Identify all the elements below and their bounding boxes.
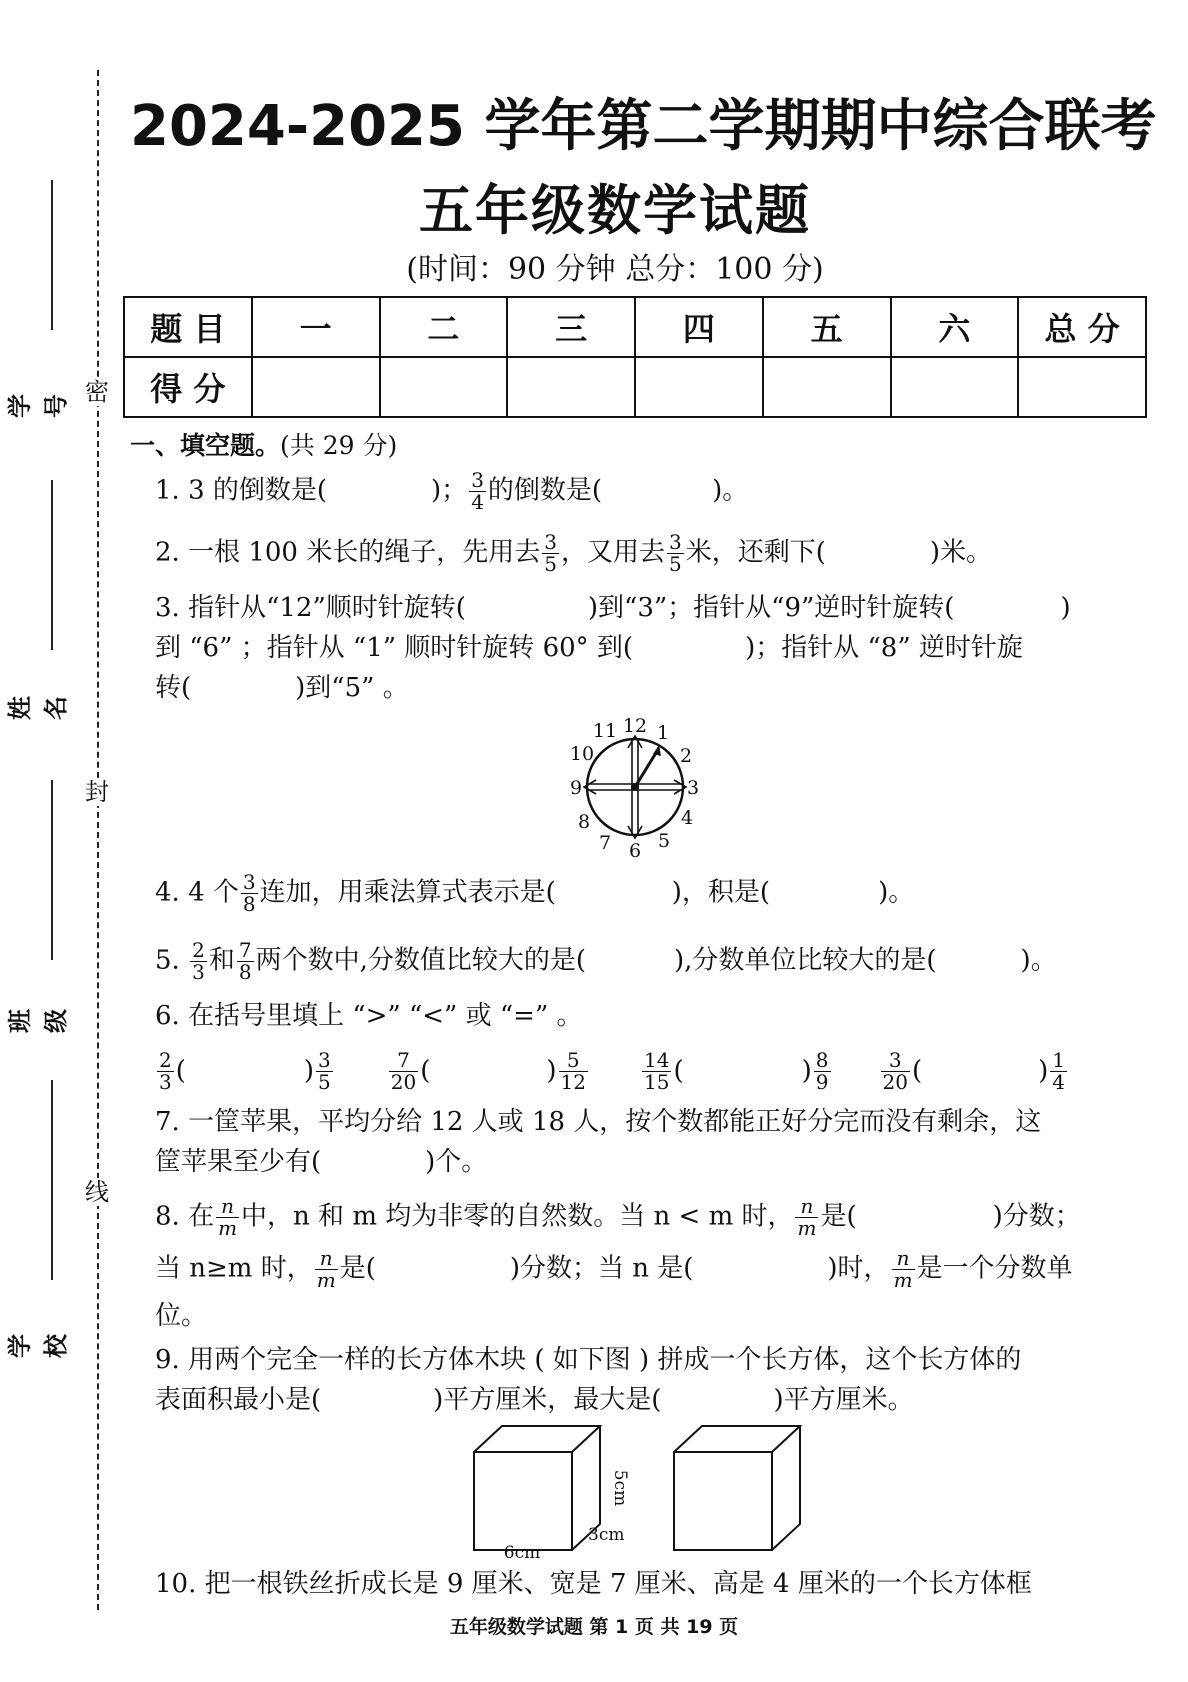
question-6: 6. 在括号里填上 “>” “<” 或 “=” 。 <box>155 1001 583 1031</box>
clock-number: 11 <box>592 720 618 742</box>
clock-center <box>631 783 639 791</box>
question-2: 2. 一根 100 米长的绳子，先用去 $\frac{3}{5}$ ，又用去 $\frac{3}{5}$ 米，还剩下( )米。 <box>155 530 993 576</box>
score-table-score-row <box>124 357 1146 417</box>
score-header-cell: 二 <box>380 297 508 357</box>
comparison-pair: $\frac{14}{15}$ ( ) $\frac{8}{9}$ <box>644 1048 829 1094</box>
section-heading <box>130 426 397 462</box>
clock-number: 3 <box>686 777 700 799</box>
student-id-label: 学号 <box>5 394 70 418</box>
question-1: 1. 3 的倒数是( )； $\frac{3}{4}$ 的倒数是( )。 <box>155 468 749 514</box>
clock-number: 9 <box>569 777 583 799</box>
clock-number: 7 <box>598 832 612 854</box>
clock-number: 6 <box>628 840 642 862</box>
fraction: $\frac{2}{3}$ <box>192 938 205 984</box>
exam-info: (时间：90 分钟 总分：100 分) <box>406 252 824 287</box>
seal-char-feng: 封 <box>85 778 109 806</box>
fraction: $\frac{3}{5}$ <box>544 530 557 576</box>
question-4: 4. 4 个 $\frac{3}{8}$ 连加，用乘法算式表示是( )，积是( )。 <box>155 870 915 916</box>
cuboid-left <box>474 1426 600 1550</box>
question-6-comparisons <box>155 1050 1069 1093</box>
exam-title: 2024-2025 学年第二学期期中综合联考 <box>130 94 1157 159</box>
comparison-pair: $\frac{3}{20}$ ( ) $\frac{1}{4}$ <box>882 1048 1065 1094</box>
question-7-line-2: 筐苹果至少有( )个。 <box>155 1147 488 1177</box>
question-9-line-2: 表面积最小是( )平方厘米，最大是( )平方厘米。 <box>155 1385 914 1415</box>
school-label: 学校 <box>5 1334 70 1358</box>
score-input-cell[interactable] <box>380 357 508 417</box>
exam-subtitle: 五年级数学试题 <box>419 179 811 242</box>
question-8-line-3: 位。 <box>155 1301 208 1331</box>
fraction: $\frac{3}{4}$ <box>471 468 484 514</box>
clock-number: 4 <box>680 807 694 829</box>
clock-number: 5 <box>657 830 671 852</box>
score-input-cell[interactable] <box>891 357 1019 417</box>
fraction: $\frac{3}{5}$ <box>668 530 682 576</box>
clock-number: 2 <box>679 745 693 767</box>
seal-char-mi: 密 <box>85 378 109 406</box>
question-3-line-1: 3. 指针从“12”顺时针旋转( )到“3”；指针从“9”逆时针旋转( ) <box>155 593 1071 623</box>
score-table-header-row <box>124 297 1146 357</box>
name-line <box>51 480 53 650</box>
section-points: (共 29 分) <box>280 431 398 460</box>
score-row-label: 得 分 <box>124 357 252 417</box>
score-input-cell[interactable] <box>252 357 380 417</box>
clock-diagram <box>560 712 710 862</box>
question-8-line-2: 当 n≥m 时， $\frac{n}{m}$ 是( )分数；当 n 是( )时， $\frac{n}{m}$ 是一个分数单 <box>155 1246 1073 1292</box>
clock-number: 1 <box>656 722 670 744</box>
score-header-cell: 题 目 <box>124 297 252 357</box>
score-header-cell: 四 <box>635 297 763 357</box>
height-label: 5cm <box>610 1469 630 1507</box>
question-9-line-1: 9. 用两个完全一样的长方体木块 ( 如下图 ) 拼成一个长方体，这个长方体的 <box>155 1345 1022 1375</box>
name-label: 姓名 <box>5 696 70 720</box>
binding-dashed-line <box>97 70 99 1610</box>
student-id-line <box>51 180 53 330</box>
seal-char-xian: 线 <box>85 1178 109 1206</box>
score-input-cell[interactable] <box>635 357 763 417</box>
question-3-line-2: 到 “6” ；指针从 “1” 顺时针旋转 60° 到( )；指针从 “8” 逆时针旋 <box>155 633 1023 663</box>
depth-label: 3cm <box>588 1525 625 1545</box>
score-header-cell: 一 <box>252 297 380 357</box>
score-input-cell[interactable] <box>763 357 891 417</box>
class-label: 班级 <box>5 1009 70 1033</box>
question-3-line-3: 转( )到“5” 。 <box>155 673 409 703</box>
fraction: $\frac{3}{8}$ <box>242 870 256 916</box>
clock-number: 12 <box>622 715 648 737</box>
question-5: 5. $\frac{2}{3}$ 和 $\frac{7}{8}$ 两个数中,分数值比较大的是( ),分数单位比较大的是( )。 <box>155 938 1057 984</box>
cuboid-diagram <box>460 1420 820 1560</box>
fraction: $\frac{7}{8}$ <box>238 938 252 984</box>
clock-number: 10 <box>569 743 595 765</box>
question-8-line-1: 8. 在 $\frac{n}{m}$ 中，n 和 m 均为非零的自然数。当 n < m 时， $\frac{n}{m}$ 是( )分数； <box>155 1194 1081 1240</box>
width-label: 6cm <box>503 1543 541 1560</box>
cuboid-right <box>674 1426 800 1550</box>
score-table <box>123 296 1147 418</box>
school-line <box>51 1080 53 1280</box>
score-input-cell[interactable] <box>507 357 635 417</box>
question-10: 10. 把一根铁丝折成长是 9 厘米、宽是 7 厘米、高是 4 厘米的一个长方体框 <box>155 1569 1032 1599</box>
page-footer: 五年级数学试题 第 1 页 共 19 页 <box>449 1616 739 1638</box>
score-input-cell[interactable] <box>1018 357 1146 417</box>
clock-number: 8 <box>577 811 591 833</box>
score-header-cell: 五 <box>763 297 891 357</box>
score-header-cell: 六 <box>891 297 1019 357</box>
section-title: 一、填空题。 <box>130 431 281 460</box>
comparison-pair: $\frac{2}{3}$ ( ) $\frac{3}{5}$ <box>159 1048 331 1094</box>
score-header-cell: 总 分 <box>1018 297 1146 357</box>
comparison-pair: $\frac{7}{20}$ ( ) $\frac{5}{12}$ <box>390 1048 586 1094</box>
score-header-cell: 三 <box>507 297 635 357</box>
question-7-line-1: 7. 一筐苹果，平均分给 12 人或 18 人，按个数都能正好分完而没有剩余，这 <box>155 1107 1042 1137</box>
class-line <box>51 780 53 960</box>
